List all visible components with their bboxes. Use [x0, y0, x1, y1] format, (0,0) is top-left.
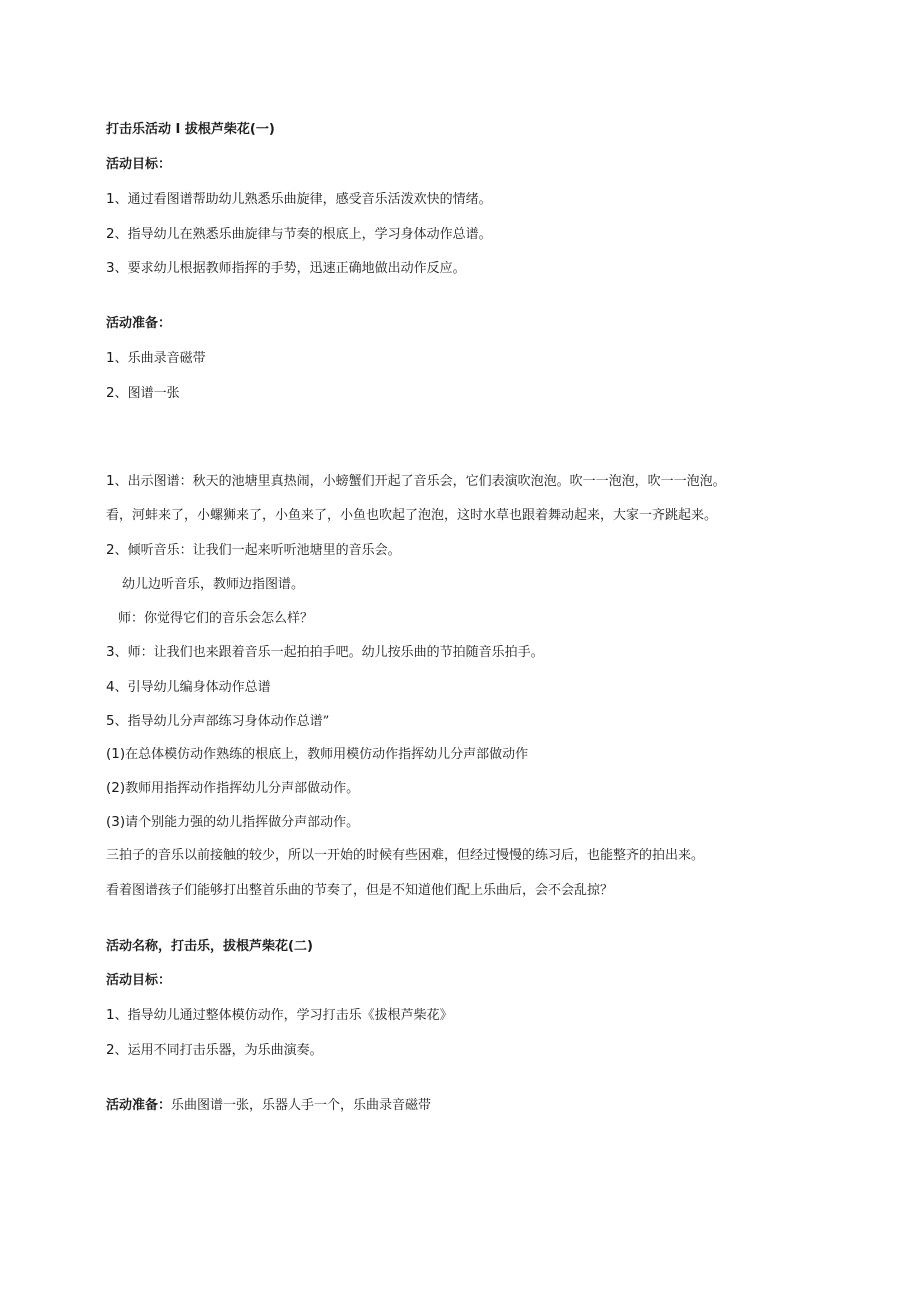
process-step-1 — [106, 472, 726, 491]
sub-text: 请个别能力强的幼儿指挥做分声部动作。 — [125, 815, 360, 830]
goal-text: 、通过看图谱帮助幼儿熟悉乐曲旋律，感受音乐活泼欢快的情绪。 — [114, 192, 492, 207]
section2-prep — [106, 1097, 431, 1115]
process-step-5 — [106, 712, 329, 731]
goal-text: 、要求幼儿根据教师指挥的手势，迅速正确地做出动作反应。 — [114, 261, 466, 276]
goal-text: 、运用不同打击乐器，为乐曲演奏。 — [114, 1043, 323, 1058]
step-text: 、指导幼儿分声部练习身体动作总谱” — [114, 714, 330, 729]
process-step-2-line-3: 师：你觉得它们的音乐会怎么样？ — [118, 611, 314, 626]
goal-number: 1 — [106, 191, 115, 207]
section1-prep-heading: 活动准备： — [106, 316, 172, 331]
section1-prep-2 — [106, 384, 180, 403]
step-number: 1 — [106, 473, 115, 489]
prep-text: 、乐曲录音磁带 — [114, 351, 206, 366]
prep-number: 1 — [106, 350, 115, 366]
section2-prep-heading: 活动准备： — [106, 1098, 172, 1113]
section2-title: 活动名称，打击乐，拔根芦柴花(二) — [106, 939, 313, 954]
goal-number: 1 — [106, 1007, 115, 1023]
reflection-1: 三拍子的音乐以前接触的较少，所以一开始的时候有些困难，但经过慢慢的练习后，也能整齐的拍出来。 — [106, 848, 705, 863]
goal-number: 2 — [106, 226, 115, 242]
section1-goal-1 — [106, 190, 492, 209]
goal-number: 3 — [106, 260, 115, 276]
step-number: 4 — [106, 679, 115, 695]
section2-prep-text: 乐曲图谱一张，乐器人手一个，乐曲录音磁带 — [171, 1098, 432, 1113]
process-sub-3 — [106, 813, 359, 832]
step-text: 、出示图谱：秋天的池塘里真热闹，小螃蟹们开起了音乐会，它们表演吹泡泡。吹一一泡泡，吹一一泡泡。 — [114, 474, 726, 489]
section1-goal-2 — [106, 225, 492, 244]
section1-prep-1 — [106, 349, 206, 368]
section2-goals-heading: 活动目标： — [106, 973, 172, 988]
prep-number: 2 — [106, 385, 115, 401]
section1-goal-3 — [106, 259, 466, 278]
process-step-2-line-2: 幼儿边听音乐，教师边指图谱。 — [122, 577, 305, 592]
step-number: 3 — [106, 644, 115, 660]
section1-title: 打击乐活动 I 拔根芦柴花(一) — [106, 122, 275, 137]
step-number: 2 — [106, 542, 115, 558]
reflection-2: 看着图谱孩子们能够打出整首乐曲的节奏了，但是不知道他们配上乐曲后，会不会乱掠？ — [106, 883, 614, 898]
sub-number: (2) — [106, 780, 126, 796]
process-sub-1 — [106, 745, 528, 764]
prep-text: 、图谱一张 — [114, 386, 180, 401]
sub-text: 教师用指挥动作指挥幼儿分声部做动作。 — [125, 781, 360, 796]
goal-text: 、指导幼儿通过整体模仿动作，学习打击乐《拔根芦柴花》 — [114, 1008, 453, 1023]
goal-text: 、指导幼儿在熟悉乐曲旋律与节奏的根底上，学习身体动作总谱。 — [114, 227, 492, 242]
step-number: 5 — [106, 713, 115, 729]
goal-number: 2 — [106, 1042, 115, 1058]
step-text: 、师：让我们也来跟着音乐一起拍拍手吧。幼儿按乐曲的节拍随音乐拍手。 — [114, 645, 544, 660]
section2-goal-1 — [106, 1006, 453, 1025]
process-sub-2 — [106, 779, 359, 798]
sub-number: (1) — [106, 746, 126, 762]
sub-number: (3) — [106, 814, 126, 830]
step-text: 、倾听音乐：让我们一起来听听池塘里的音乐会。 — [114, 543, 401, 558]
section2-goal-2 — [106, 1041, 323, 1060]
process-step-4 — [106, 678, 271, 697]
process-step-2 — [106, 541, 401, 560]
sub-text: 在总体模仿动作熟练的根底上，教师用模仿动作指挥幼儿分声部做动作 — [125, 747, 529, 762]
process-step-3 — [106, 643, 544, 662]
process-step-1-continued: 看，河蚌来了，小螺狮来了，小鱼来了，小鱼也吹起了泡泡，这时水草也跟着舞动起来，大家一齐跳起来。 — [106, 508, 718, 523]
section1-goals-heading: 活动目标： — [106, 157, 172, 172]
step-text: 、引导幼儿编身体动作总谱 — [114, 680, 271, 695]
